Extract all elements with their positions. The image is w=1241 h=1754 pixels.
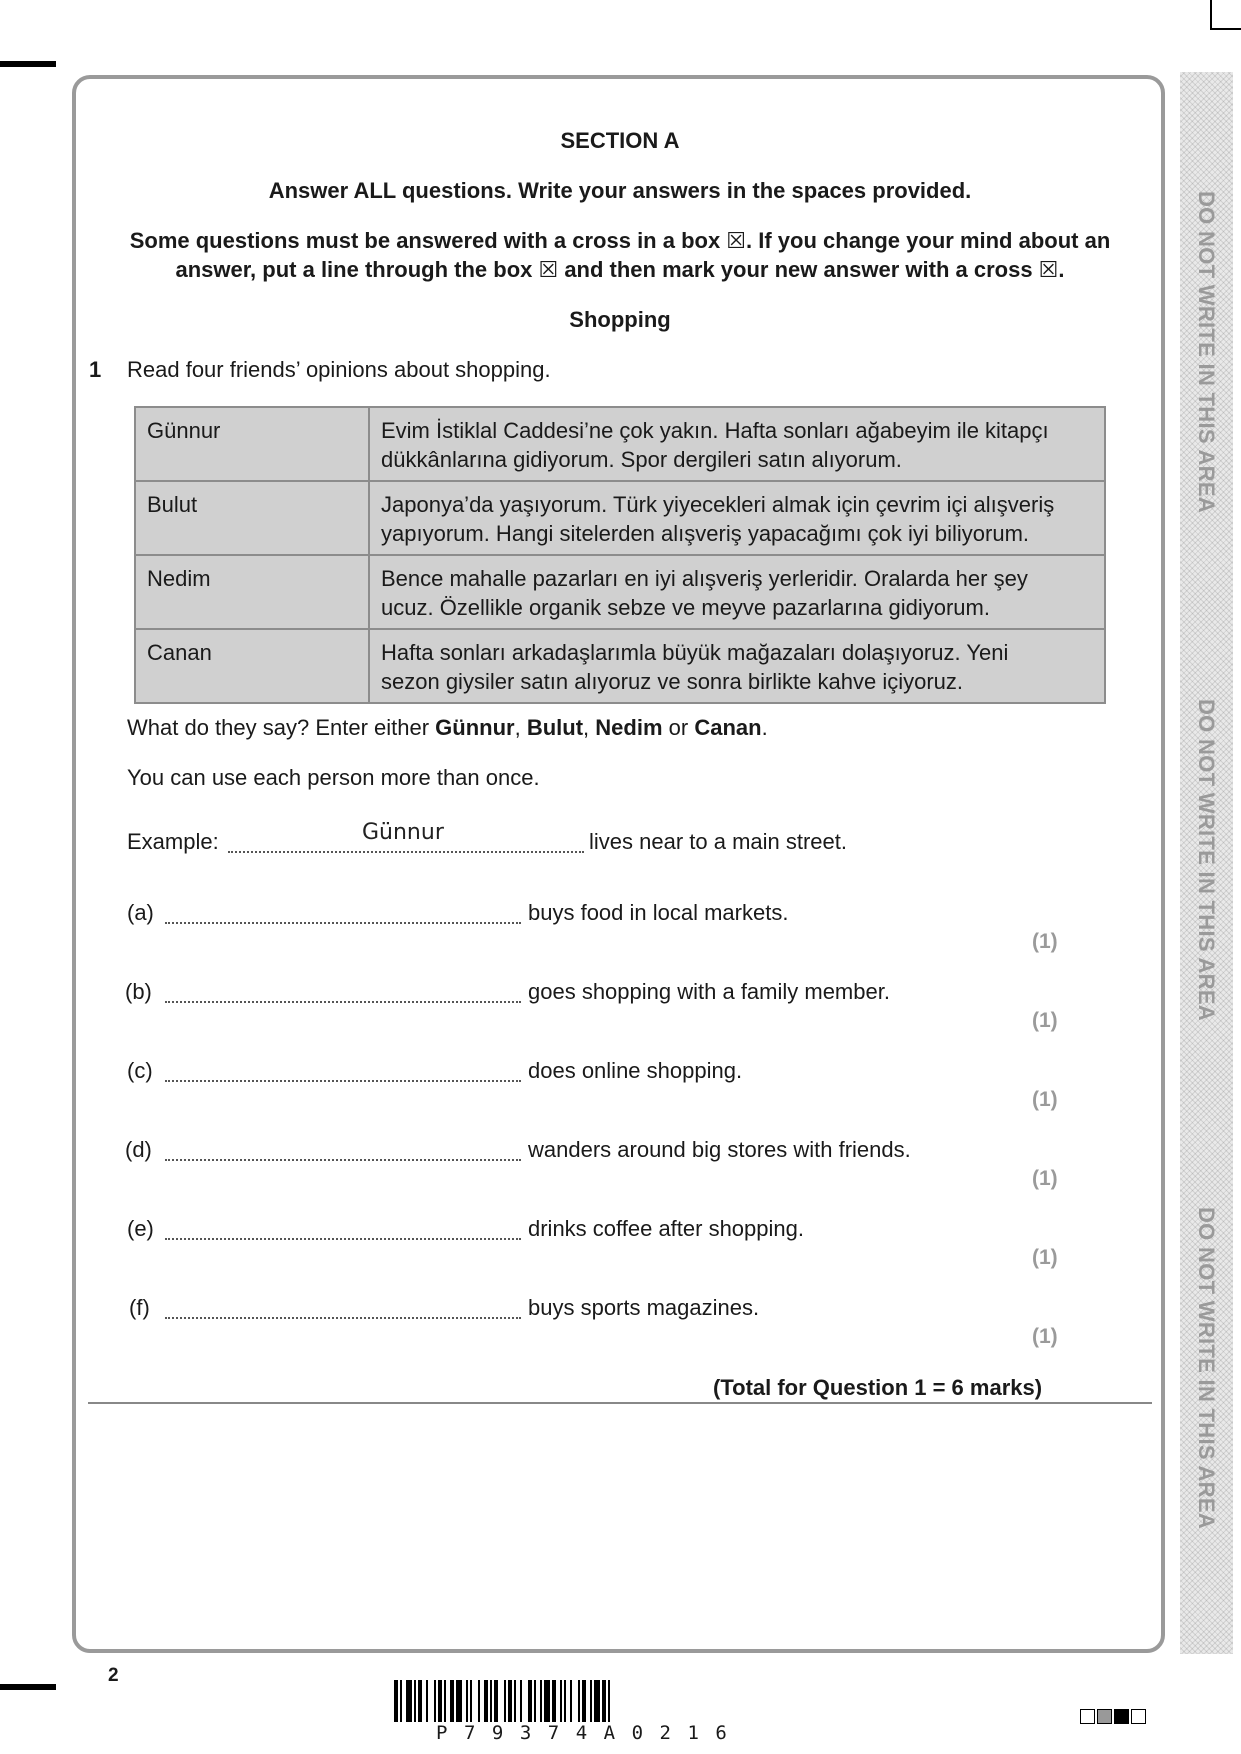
- barcode-bar: [602, 1680, 606, 1722]
- barcode-bar: [470, 1680, 472, 1722]
- answer-field-c[interactable]: [165, 1080, 521, 1082]
- barcode-bar: [484, 1680, 488, 1722]
- barcode-bar: [414, 1680, 416, 1722]
- item-text-d: wanders around big stores with friends.: [528, 1137, 911, 1162]
- barcode-bar: [544, 1680, 550, 1722]
- crop-mark: [0, 61, 56, 67]
- barcode-bar: [534, 1680, 536, 1722]
- barcode-bar: [456, 1680, 462, 1722]
- barcode-bar: [520, 1680, 522, 1722]
- print-marker: [1097, 1709, 1112, 1724]
- friend-opinion: Bence mahalle pazarları en iyi alışveriş yerleridir. Oralarda her şey ucuz. Özellikle organik sebze ve meyve pazarlarına gidiyorum.: [369, 555, 1105, 629]
- crop-mark: [1210, 28, 1241, 30]
- barcode-bar: [508, 1680, 512, 1722]
- barcode: [394, 1680, 846, 1722]
- mark-c: (1): [1032, 1088, 1058, 1111]
- barcode-bar: [590, 1680, 592, 1722]
- barcode-bar: [582, 1680, 586, 1722]
- barcode-bar: [514, 1680, 516, 1722]
- barcode-bar: [540, 1680, 542, 1722]
- answer-field-b[interactable]: [165, 1001, 521, 1003]
- mark-d: (1): [1032, 1167, 1058, 1190]
- print-marker: [1080, 1709, 1095, 1724]
- barcode-bar: [418, 1680, 422, 1722]
- barcode-bar: [444, 1680, 446, 1722]
- barcode-bar: [490, 1680, 492, 1722]
- barcode-bar: [570, 1680, 572, 1722]
- opinions-table: [134, 406, 1106, 704]
- friend-opinion: Hafta sonları arkadaşlarımla büyük mağazaları dolaşıyoruz. Yeni sezon giysiler satın alıyoruz ve sonra birlikte kahve içiyoruz.: [369, 629, 1105, 703]
- item-label-b: (b): [125, 979, 152, 1004]
- item-text-e: drinks coffee after shopping.: [528, 1216, 804, 1241]
- barcode-bar: [450, 1680, 454, 1722]
- answer-field-a[interactable]: [165, 922, 521, 924]
- barcode-bar: [552, 1680, 556, 1722]
- answer-field-f[interactable]: [165, 1317, 521, 1319]
- mark-e: (1): [1032, 1246, 1058, 1269]
- barcode-bar: [406, 1680, 412, 1722]
- instruction-cross-line2: answer, put a line through the box ☒ and then mark your new answer with a cross ☒.: [175, 257, 1065, 282]
- item-label-a: (a): [127, 900, 154, 925]
- item-label-f: (f): [129, 1295, 150, 1320]
- item-text-c: does online shopping.: [528, 1058, 743, 1083]
- mark-a: (1): [1032, 930, 1058, 953]
- crop-mark: [1210, 0, 1212, 30]
- friend-opinion: Evim İstiklal Caddesi’ne çok yakın. Hafta sonları ağabeyim ile kitapçı dükkânlarına gidiyorum. Spor dergileri satın alıyorum.: [369, 407, 1105, 481]
- item-label-c: (c): [127, 1058, 153, 1083]
- table-row: [135, 629, 1105, 703]
- barcode-bar: [578, 1680, 580, 1722]
- barcode-bar: [560, 1680, 562, 1722]
- mark-f: (1): [1032, 1325, 1058, 1348]
- barcode-bar: [594, 1680, 600, 1722]
- print-marker: [1114, 1709, 1129, 1724]
- example-answer-line: [228, 851, 584, 853]
- answer-field-d[interactable]: [165, 1159, 521, 1161]
- barcode-bar: [394, 1680, 398, 1722]
- question-prompt: Read four friends’ opinions about shopping.: [127, 357, 551, 382]
- table-row: [135, 481, 1105, 555]
- barcode-bar: [438, 1680, 442, 1722]
- friend-name: Bulut: [135, 481, 369, 555]
- topic-heading: Shopping: [569, 307, 671, 332]
- barcode-bar: [426, 1680, 428, 1722]
- question-number: 1: [89, 357, 102, 382]
- section-title: SECTION A: [560, 128, 680, 153]
- example-text: lives near to a main street.: [589, 829, 848, 854]
- item-label-d: (d): [125, 1137, 152, 1162]
- table-row: [135, 407, 1105, 481]
- friend-name: Nedim: [135, 555, 369, 629]
- barcode-number: P79374A0216: [436, 1722, 744, 1744]
- question-total: (Total for Question 1 = 6 marks): [713, 1375, 1043, 1400]
- barcode-bar: [434, 1680, 436, 1722]
- instruction-answer-all: Answer ALL questions. Write your answers in the spaces provided.: [268, 178, 972, 203]
- task-instruction: What do they say? Enter either Günnur, Bulut, Nedim or Canan.: [127, 715, 768, 740]
- crop-mark: [0, 1684, 56, 1690]
- friend-name: Günnur: [135, 407, 369, 481]
- section-divider: [88, 1402, 1152, 1404]
- answer-field-e[interactable]: [165, 1238, 521, 1240]
- item-text-b: goes shopping with a family member.: [528, 979, 890, 1004]
- barcode-bar: [608, 1680, 610, 1722]
- item-label-e: (e): [127, 1216, 154, 1241]
- friend-name: Canan: [135, 629, 369, 703]
- example-answer: Günnur: [362, 820, 444, 845]
- example-label: Example:: [127, 829, 219, 854]
- page-number: 2: [108, 1665, 119, 1686]
- mark-b: (1): [1032, 1009, 1058, 1032]
- item-text-f: buys sports magazines.: [528, 1295, 760, 1320]
- barcode-bar: [494, 1680, 498, 1722]
- barcode-bar: [466, 1680, 468, 1722]
- barcode-bar: [564, 1680, 566, 1722]
- table-row: [135, 555, 1105, 629]
- barcode-bar: [528, 1680, 532, 1722]
- barcode-bar: [478, 1680, 480, 1722]
- friend-opinion: Japonya’da yaşıyorum. Türk yiyecekleri almak için çevrim içi alışveriş yapıyorum. Hangi sitelerden alışveriş yapacağımı çok iyi biliyorum.: [369, 481, 1105, 555]
- barcode-bar: [400, 1680, 402, 1722]
- reuse-note: You can use each person more than once.: [127, 765, 540, 790]
- barcode-bar: [504, 1680, 506, 1722]
- print-marker: [1131, 1709, 1146, 1724]
- instruction-cross-line1: Some questions must be answered with a cross in a box ☒. If you change your mind about an: [129, 228, 1111, 253]
- item-text-a: buys food in local markets.: [528, 900, 789, 925]
